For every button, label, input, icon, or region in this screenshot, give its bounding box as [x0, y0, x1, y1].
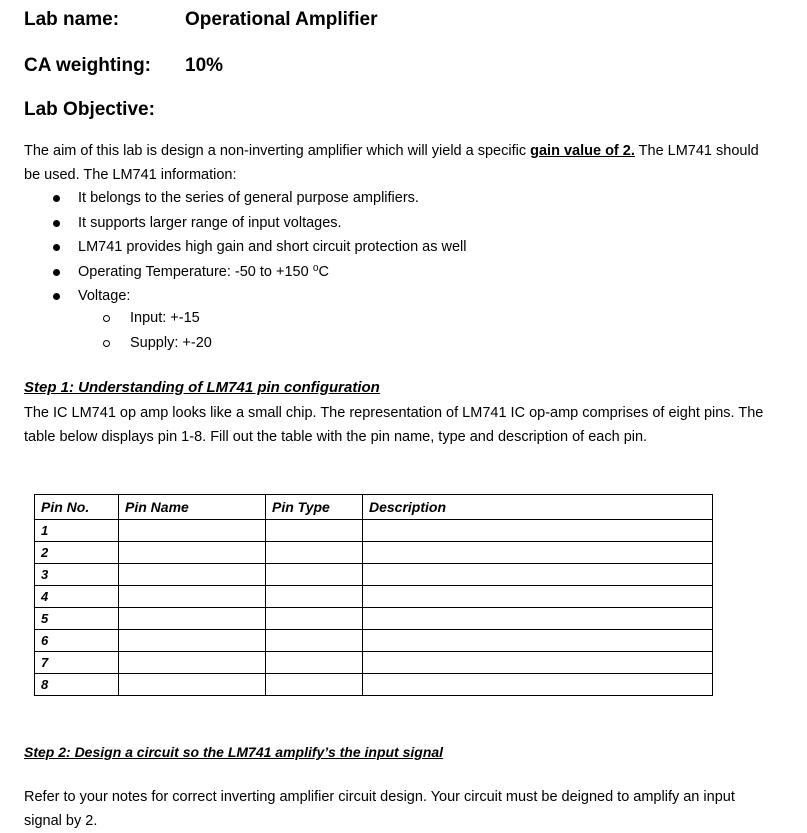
voltage-sub-list	[102, 306, 212, 355]
pin-name-cell[interactable]	[119, 520, 266, 542]
pin-type-cell[interactable]	[266, 564, 363, 586]
pin-number-cell: 2	[35, 542, 119, 564]
table-row	[35, 542, 713, 564]
circle-bullet-icon	[103, 315, 110, 322]
step2-paragraph: Refer to your notes for correct inverting amplifier circuit design. Your circuit must be deigned to amplify an input signal by 2.	[24, 789, 735, 829]
bullet-icon	[53, 269, 60, 276]
pin-type-cell[interactable]	[266, 652, 363, 674]
table-header-row	[35, 495, 713, 520]
step1-heading: Step 1: Understanding of LM741 pin configuration	[24, 379, 380, 396]
list-item-text: LM741 provides high gain and short circuit protection as well	[78, 239, 467, 256]
list-item-text: Operating Temperature: -50 to +150 ⁰C	[78, 263, 329, 280]
pin-number-cell: 4	[35, 586, 119, 608]
description-cell[interactable]	[363, 520, 713, 542]
lab-name-label: Lab name:	[24, 9, 120, 30]
pin-number-cell: 5	[35, 608, 119, 630]
step2-heading: Step 2: Design a circuit so the LM741 amplify’s the input signal	[24, 744, 444, 760]
pin-name-cell[interactable]	[119, 564, 266, 586]
list-item-text: It belongs to the series of general purpose amplifiers.	[78, 190, 419, 206]
circle-bullet-icon	[103, 340, 110, 347]
lab-objective-heading: Lab Objective:	[24, 99, 155, 120]
pin-number-cell: 8	[35, 674, 119, 696]
list-item-text: It supports larger range of input voltages.	[78, 214, 342, 231]
list-item	[52, 235, 467, 260]
gain-value-text: gain value of 2.	[530, 143, 635, 159]
lm741-info-list	[52, 186, 467, 309]
pin-number-cell: 7	[35, 652, 119, 674]
description-cell[interactable]	[363, 542, 713, 564]
description-cell[interactable]	[363, 652, 713, 674]
pin-number-cell: 6	[35, 630, 119, 652]
bullet-icon	[53, 195, 60, 202]
header-pin-type: Pin Type	[266, 495, 363, 520]
pin-name-cell[interactable]	[119, 674, 266, 696]
objective-text-end: The LM741 should be used. The LM741 information:	[24, 143, 759, 183]
pin-name-cell[interactable]	[119, 630, 266, 652]
bullet-icon	[53, 220, 60, 227]
description-cell[interactable]	[363, 564, 713, 586]
ca-weighting-value: 10%	[185, 55, 224, 76]
bullet-icon	[53, 293, 60, 300]
lab-name-value: Operational Amplifier	[185, 9, 378, 30]
pin-type-cell[interactable]	[266, 674, 363, 696]
header-pin-no: Pin No.	[35, 495, 119, 520]
table-row	[35, 586, 713, 608]
list-item	[52, 186, 467, 211]
pin-name-cell[interactable]	[119, 652, 266, 674]
sub-list-item-text: Input: +-15	[130, 310, 200, 326]
list-item-text: Voltage:	[78, 288, 131, 305]
bullet-icon	[53, 244, 60, 251]
header-description: Description	[363, 495, 713, 520]
list-item	[52, 211, 467, 236]
pin-name-cell[interactable]	[119, 586, 266, 608]
description-cell[interactable]	[363, 630, 713, 652]
objective-text-start: The aim of this lab is design a non-inverting amplifier which will yield a specific	[24, 143, 531, 159]
description-cell[interactable]	[363, 674, 713, 696]
table-row	[35, 652, 713, 674]
pin-number-cell: 1	[35, 520, 119, 542]
sub-list-item	[102, 306, 212, 331]
pin-type-cell[interactable]	[266, 630, 363, 652]
pin-name-cell[interactable]	[119, 542, 266, 564]
table-row	[35, 630, 713, 652]
table-row	[35, 674, 713, 696]
sub-list-item-text: Supply: +-20	[130, 334, 212, 351]
pin-type-cell[interactable]	[266, 542, 363, 564]
step1-paragraph: The IC LM741 op amp looks like a small chip. The representation of LM741 IC op-amp comprises of eight pins. The table below displays pin 1-8. Fill out the table with the pin name, type and description of each pin.	[24, 405, 764, 445]
pin-table	[34, 494, 713, 696]
pin-number-cell: 3	[35, 564, 119, 586]
ca-weighting-label: CA weighting:	[24, 55, 151, 76]
pin-type-cell[interactable]	[266, 520, 363, 542]
table-row	[35, 608, 713, 630]
description-cell[interactable]	[363, 608, 713, 630]
objective-paragraph	[24, 139, 764, 187]
header-pin-name: Pin Name	[119, 495, 266, 520]
description-cell[interactable]	[363, 586, 713, 608]
pin-name-cell[interactable]	[119, 608, 266, 630]
pin-type-cell[interactable]	[266, 586, 363, 608]
pin-type-cell[interactable]	[266, 608, 363, 630]
list-item	[52, 260, 467, 285]
sub-list-item	[102, 331, 212, 356]
table-row	[35, 520, 713, 542]
table-row	[35, 564, 713, 586]
